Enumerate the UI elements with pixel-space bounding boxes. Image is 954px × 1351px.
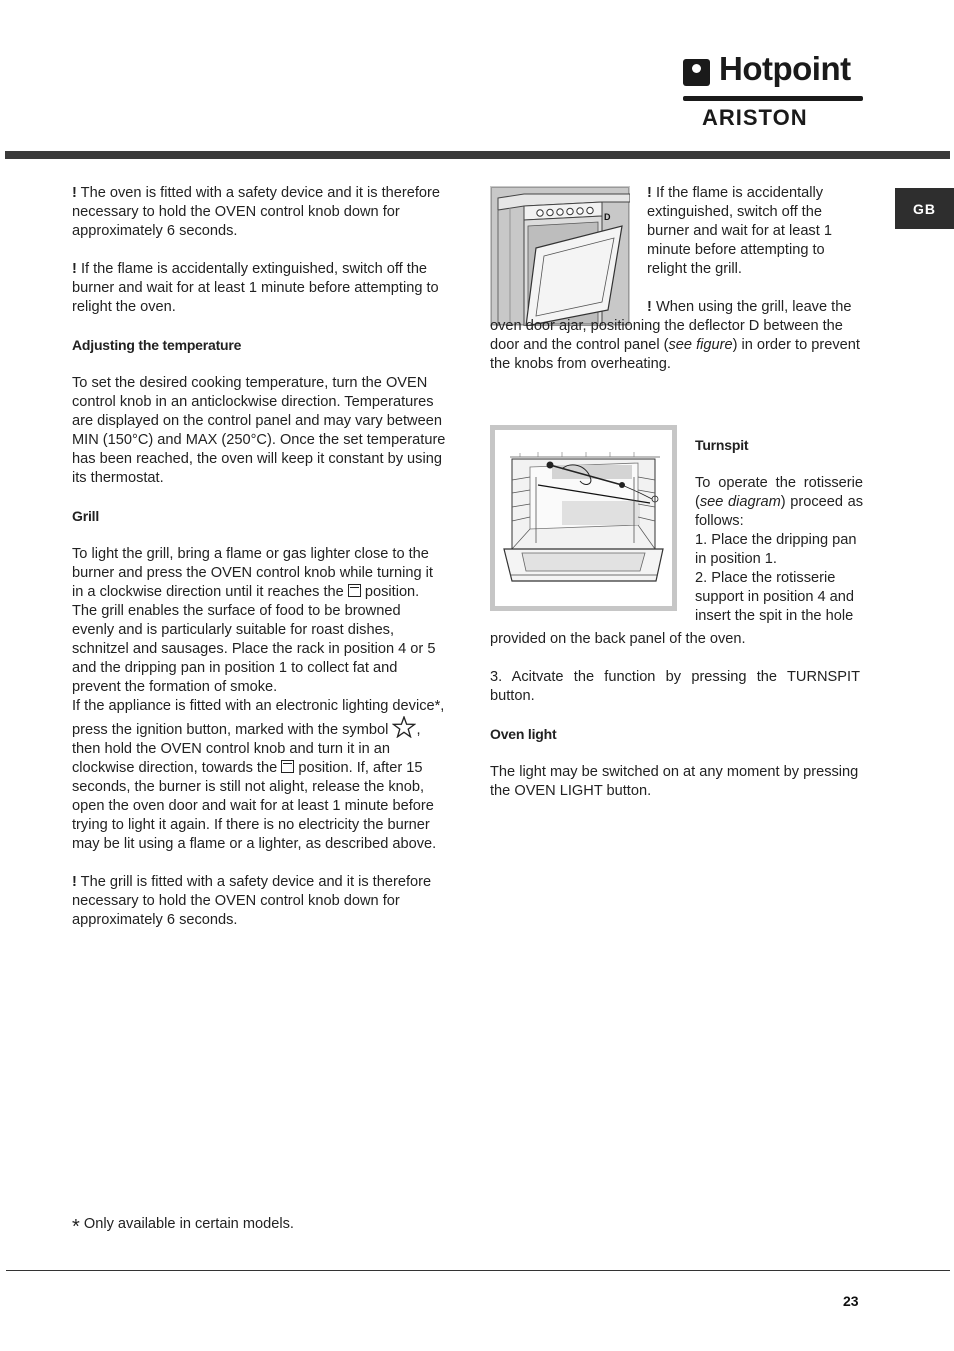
grill-position-icon — [348, 584, 361, 597]
flame-note-oven: ! If the flame is accidentally extinguished, switch off the burner and wait for at least 1 minute before attempting to relight the oven. — [72, 261, 439, 315]
logo-rule — [683, 96, 863, 101]
safety-note-oven: ! The oven is fitted with a safety device and it is therefore necessary to hold the OVEN control knob down for approximately 6 seconds. — [72, 185, 441, 239]
language-tab: GB — [895, 188, 954, 229]
grill-paragraph: To light the grill, bring a flame or gas lighter close to the burner and press the OVEN control knob while turning it in a clockwise direction until it reaches the position. The grill enables the surface of food to be browned evenly and is particularly suitable for roast dishes, schnitzel and sausages. Place the rack in position 4 or 5 and the dripping pan in position 1 to collect fat and prevent the formation of smoke. If the appliance is fitted with an electronic lighting device*, press the ignition button, marked with the symbol , then hold the OVEN control knob and turn it in an clockwise direction, towards the position. If, after 15 seconds, the burner is still not alight, release the knob, open the oven door and wait for at least 1 minute before trying to light it again. If there is no electricity the burner may be lit using a flame or a lighter, as described above. — [72, 546, 445, 852]
turnspit-intro: To operate the rotisserie (see diagram) proceed as follows: — [695, 475, 863, 529]
logo-brand-sub: ARISTON — [702, 105, 808, 130]
right-column — [490, 184, 860, 374]
heading-oven-light: Oven light — [490, 726, 557, 742]
deflector-label: D — [604, 212, 611, 222]
heading-grill: Grill — [72, 508, 100, 524]
right-column-lower — [490, 630, 860, 801]
safety-note-grill: ! The grill is fitted with a safety device and it is therefore necessary to hold the OVEN control knob down for approximately 6 seconds. — [72, 874, 432, 928]
turnspit-step-1: 1. Place the dripping pan in position 1. — [695, 532, 857, 567]
grill-door-ajar-note: ! When using the grill, leave the oven door ajar, positioning the deflector D between the door and the control panel (see figure) in order to prevent the knobs from overheating. — [490, 299, 860, 372]
turnspit-step-3: 3. Acitvate the function by pressing the TURNSPIT button. — [490, 669, 860, 704]
footer-rule — [6, 1270, 950, 1271]
temperature-paragraph: To set the desired cooking temperature, turn the OVEN control knob in an anticlockwise direction. Temperatures are displayed on the control panel and may vary between MIN (150°C) and MAX (250°C). Once the set temperature has been reached, the oven will keep it constant by using its thermostat. — [72, 375, 446, 486]
turnspit-step-2: 2. Place the rotisserie support in position 4 and insert the spit in the hole — [695, 570, 855, 624]
hotpoint-ariston-logo — [683, 50, 863, 130]
footnote-text: Only available in certain models. — [83, 1216, 294, 1232]
oven-light-paragraph: The light may be switched on at any moment by pressing the OVEN LIGHT button. — [490, 764, 859, 799]
turnspit-step-2-cont: provided on the back panel of the oven. — [490, 631, 746, 647]
logo-mark-icon — [683, 59, 710, 86]
heading-adjusting-temperature: Adjusting the temperature — [72, 337, 242, 353]
heading-turnspit: Turnspit — [695, 437, 749, 453]
footnote-mark: * — [72, 1216, 80, 1238]
turnspit-section — [695, 436, 863, 626]
rotisserie-diagram-figure — [490, 425, 677, 611]
ignition-star-icon — [392, 716, 416, 738]
footnote — [72, 1216, 294, 1239]
grill-position-icon — [281, 760, 294, 773]
logo-brand-name: Hotpoint — [719, 50, 851, 87]
flame-note-grill: ! If the flame is accidentally extinguished, switch off the burner and wait for at least 1 minute before attempting to relight the grill. — [647, 185, 832, 277]
header-rule — [5, 151, 950, 159]
page-number: 23 — [843, 1293, 859, 1309]
left-column — [72, 184, 446, 930]
